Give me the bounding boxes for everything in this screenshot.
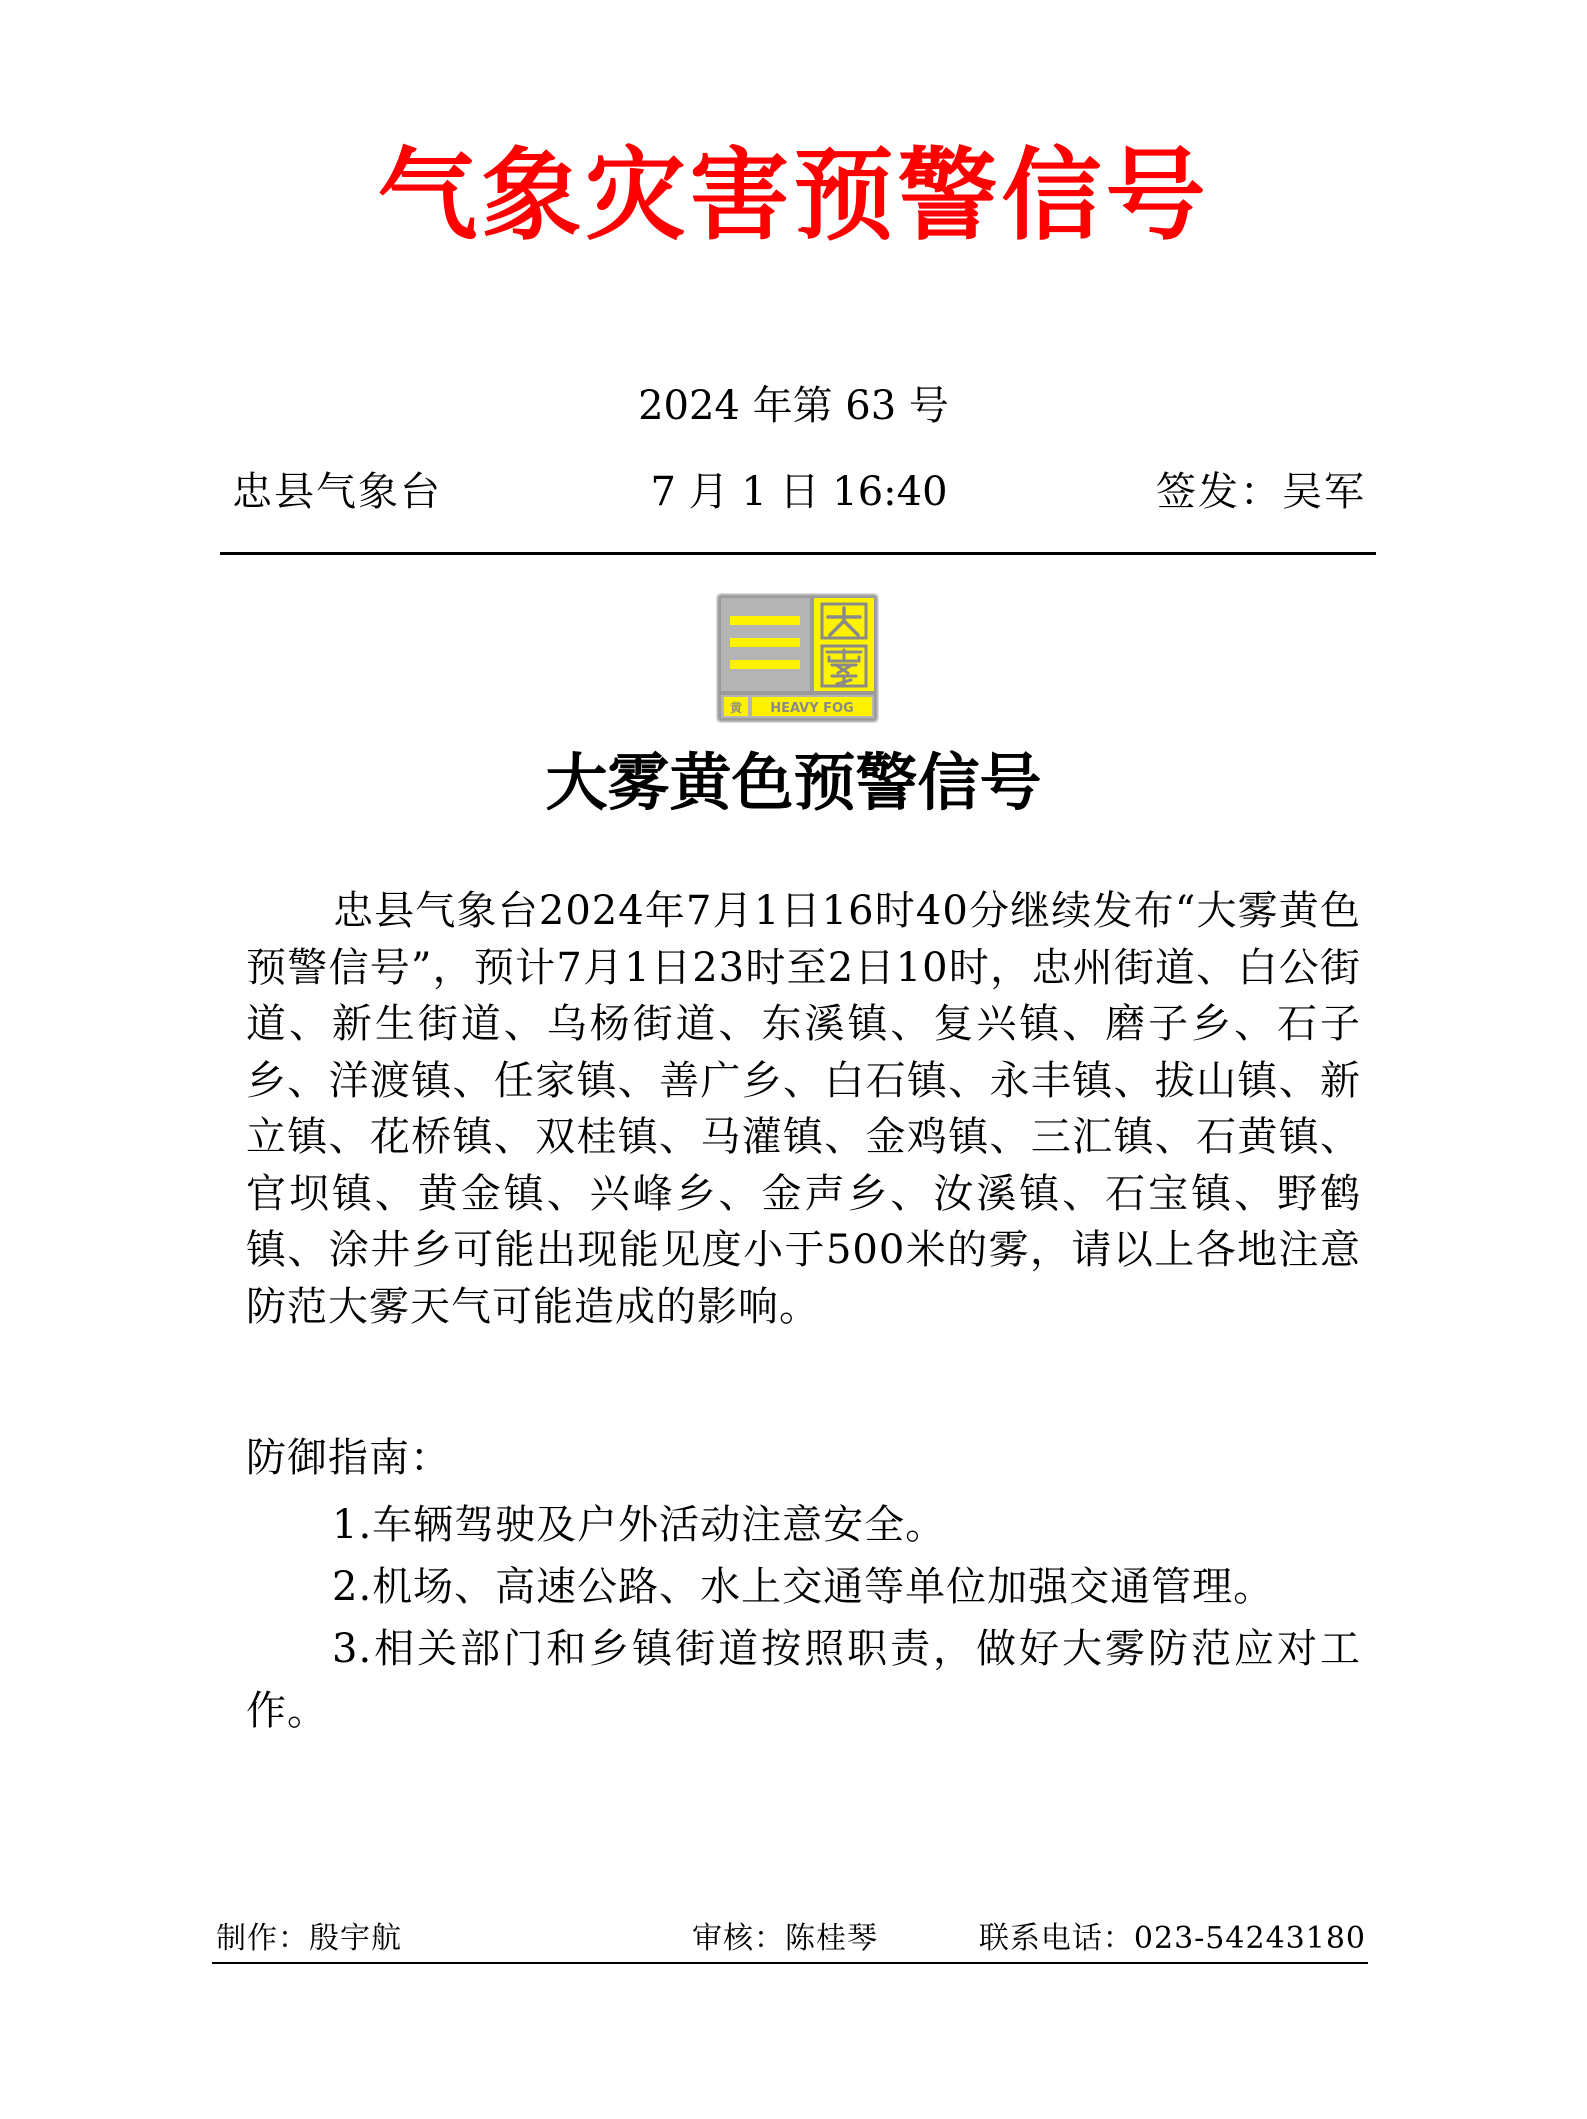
issue-datetime: 7 月 1 日 16:40 xyxy=(650,469,948,515)
footer-contact-phone: 联系电话：023-54243180 xyxy=(978,1921,1366,1956)
footer-divider xyxy=(212,1962,1368,1964)
issuer-name: 忠县气象台 xyxy=(232,469,442,515)
header-divider xyxy=(220,552,1376,555)
defense-guide-list xyxy=(246,1494,1361,1742)
fog-bar xyxy=(730,616,800,625)
defense-guide-item: 2.机场、高速公路、水上交通等单位加强交通管理。 xyxy=(332,1564,1275,1610)
issue-meta-row xyxy=(232,462,1366,522)
fog-bar xyxy=(730,638,800,647)
signal-label-english: HEAVY FOG xyxy=(770,701,854,716)
footer-row xyxy=(216,1917,1366,1961)
heavy-fog-yellow-signal-icon xyxy=(716,593,879,723)
signal-name: 大雾黄色预警信号 xyxy=(545,746,1042,819)
signer: 签发：吴军 xyxy=(1156,469,1366,515)
fog-bar xyxy=(730,660,800,669)
defense-guide-item: 1.车辆驾驶及户外活动注意安全。 xyxy=(332,1502,947,1548)
issue-number: 2024 年第 63 号 xyxy=(638,383,949,429)
footer-reviewer: 审核：陈桂琴 xyxy=(692,1921,878,1956)
document-title: 气象灾害预警信号 xyxy=(377,136,1210,254)
warning-paragraph: 忠县气象台2024年7月1日16时40分继续发布“大雾黄色预警信号”，预计7月1日23时至2日10时，忠州街道、白公街道、新生街道、乌杨街道、东溪镇、复兴镇、磨子乡、石子乡、洋渡镇、任家镇、善广乡、白石镇、永丰镇、拔山镇、新立镇、花桥镇、双桂镇、马灌镇、金鸡镇、三汇镇、石黄镇、官坝镇、黄金镇、兴峰乡、金声乡、汝溪镇、石宝镇、野鹤镇、涂井乡可能出现能见度小于500米的雾，请以上各地注意防范大雾天气可能造成的影响。 xyxy=(246,888,1361,1330)
signal-label-chinese: 黄 xyxy=(729,701,743,715)
defense-guide-item: 3.相关部门和乡镇街道按照职责，做好大雾防范应对工作。 xyxy=(246,1626,1361,1734)
defense-guide-heading: 防御指南： xyxy=(246,1435,451,1481)
footer-maker: 制作：殷宇航 xyxy=(216,1921,402,1956)
